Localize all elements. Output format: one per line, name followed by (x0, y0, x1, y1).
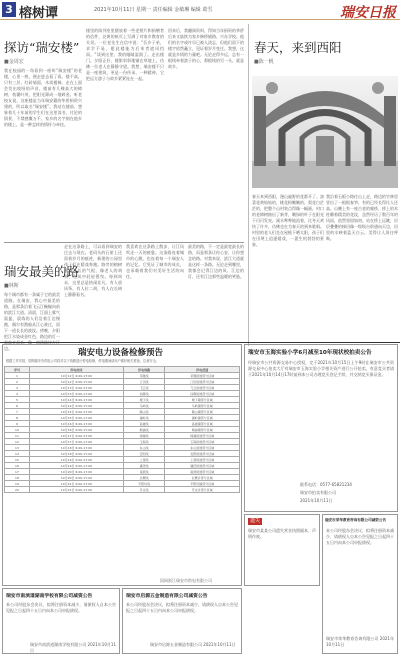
reduction-notice-title-3: 瑞安市荣华教育咨询有限公司减资公告 (325, 518, 387, 522)
table-cell: 桐浦线 (123, 427, 164, 433)
table-cell: 16 (5, 463, 30, 469)
table-cell: 桐浦镇部分区域 (165, 427, 240, 433)
table-cell: 上望线 (123, 457, 164, 463)
table-row (5, 487, 240, 493)
article-body-2-col1: 每个城市都有一条属于它的最美道路。在瑞安，我心中最美的路，是那条沿着飞云江蜿蜒向前的滨江大道。清晨，江面上雾气氤氲，晨练的人们沿着江边慢跑，偶尔有渔船从江心驶过，留下一道长长的波纹。傍晚，夕阳把江水染成金红色，路边的灯一 边。 (4, 292, 60, 351)
auction-notice-company: 瑞安市拍卖有限公司 (300, 490, 336, 495)
table-cell: 南滨线 (123, 469, 164, 475)
ad-divider (0, 342, 400, 343)
table-cell: 东山街道部分区域 (165, 445, 240, 451)
table-cell: 4 (5, 391, 30, 397)
table-cell: 北麂线 (123, 475, 164, 481)
article-body-2-col3: 我喜欢在这条路上散步，让江风吹走一天的疲惫。这条路连着城市的心跳，也连着每一个瑞安人的记忆。它见证了城市的成长，也承载着我们对美好生活的向往。 (126, 244, 184, 279)
newspaper-logo: 瑞安日报 (340, 5, 396, 21)
reduction-notice-body-1: 本公司经股东会决议，拟将注册资本减少，请债权人自本公告见报之日起四十五日内向本公司申报债权。 (6, 602, 116, 613)
table-cell: 10月21日 6:00-17:00 (29, 487, 123, 493)
table-cell: 南滨街道部分区域 (165, 469, 240, 475)
auction-notice-contact: 联系电话：0577-65821234 (300, 482, 352, 487)
table-cell: 塘下镇部分区域 (165, 397, 240, 403)
issue-meta: 2021年10月11日 星期一 责任编辑 金敏琳 编辑 葛雪 (94, 7, 213, 13)
table-cell: 2 (5, 379, 30, 385)
table-cell: 14 (5, 451, 30, 457)
table-cell: 8 (5, 415, 30, 421)
table-cell: 陶山镇部分区域 (165, 409, 240, 415)
reduction-notice-body-3: 本公司经股东会决议，拟将注册资本减少，请债权人自本公告见报之日起四十五日内向本公司申报债权。 (326, 528, 394, 545)
table-cell: 10月18日 6:00-17:00 (29, 451, 123, 457)
reduction-notice-sign-3: 瑞安市荣华教育咨询有限公司 2021年10月11日 (326, 636, 394, 647)
table-cell: 芳庄线 (123, 487, 164, 493)
article-body-3-col2: 我沿着石板小路往山上走，路边的竹林里冒出了一根根春笋，有的已经长得比人还高。山腰上有一座古老的廊桥，桥上的木柱雕着精美的花纹，虽然经历了数百年的风雨，依然坚固如初。站在桥上远眺，层层叠叠的梯田像一级级台阶通向天边，田里的水映着蓝天白云，美得让人屏住呼吸。 (326, 194, 398, 241)
power-notice-intro: 根据工作安排，国网瑞安市供电公司将对以下线路进行停电检修，停电期间请用户做好相关准备，注意安全。 (6, 359, 159, 363)
table-cell: 平阳坑镇部分区域 (165, 481, 240, 487)
page-header (0, 0, 400, 20)
article-byline-2: ■林斯 (4, 283, 19, 289)
table-cell: 潘岱街道部分区域 (165, 463, 240, 469)
article-body-1-col1: 我在校园的一角看到一座叫“瑞安楼”的老楼，心里一热，便走进去看了看。楼不高，只有三层，红砖墙面，木质楼梯，走在上面会发出吱呀的声音。楼前有几棵高大的樟树，枝繁叶茂，把阳光筛成一地碎金。听老校友说，这座楼是当年瑞安籍的华侨捐资兴建的，所以取名“瑞安楼”。我站在楼前，想象着几十年前的学生们在这里读书、讨论的情景，不禁感慨万千。家乡的名字刻在他乡的楼上，是一种怎样的情怀与牵挂。 (4, 68, 82, 127)
table-cell: 汀田街道部分区域 (165, 379, 240, 385)
table-cell: 安阳线 (123, 451, 164, 457)
table-cell: 3 (5, 385, 30, 391)
section-divider (4, 242, 244, 243)
table-cell: 仙降街道部分区域 (165, 391, 240, 397)
article-body-1-col2: 楼里的陈列室里摆放着一些老照片和捐赠者的信件，泛黄的纸页上写满了对家乡教育的关切。一位老先生在信中说：“吾乡子弟，求学不易，愿此楼能为后来者遮风挡雨。”读到这里，我的眼睛湿润了。走出楼门，夕阳正好，楼影斜斜地铺在草地上，仿佛一位老人在静静守望。我想，瑞安楼不只是一座建筑，更是一份传承，一种精神，它把远方游子与故乡紧紧连在一起。 (86, 28, 164, 81)
table-cell: 芳庄乡部分区域 (165, 487, 240, 493)
table-cell: 湖岭线 (123, 415, 164, 421)
article-byline-3: ■陈一帆 (254, 59, 274, 65)
table-cell: 马屿镇部分区域 (165, 403, 240, 409)
table-cell: 高楼镇部分区域 (165, 421, 240, 427)
table-cell: 飞云街道部分区域 (165, 385, 240, 391)
table-cell: 莘塍街道部分区域 (165, 373, 240, 379)
table-cell: 湖岭镇部分区域 (165, 415, 240, 421)
table-cell: 9 (5, 421, 30, 427)
table-cell: 12 (5, 439, 30, 445)
table-cell: 塘下线 (123, 397, 164, 403)
table-cell: 5 (5, 397, 30, 403)
table-cell: 15 (5, 457, 30, 463)
auction-notice-title: 瑞安市玉海实验小学6月减至10年现状校拍卖公告 (248, 350, 372, 356)
table-cell: 10月14日 6:00-17:00 (29, 397, 123, 403)
lost-notice-label: 遗失 (250, 518, 261, 524)
auction-notice-body: 经瑞安市公共资源交易中心授权，定于2021年10月15日上午9时在瑞安市公共资源交易中心拍卖大厅对瑞安市玉海实验小学相关资产进行公开拍卖。有意竞买者请于2021年10月14日17时前到本公司办理竞买登记手续，并交纳竞买保证金。 (248, 360, 394, 377)
auction-notice-date: 2021年10月11日 (300, 498, 333, 503)
column-divider (248, 24, 249, 346)
table-cell: 陶山线 (123, 409, 164, 415)
power-notice-footer: 国网浙江瑞安市供电有限公司 (160, 578, 212, 583)
table-cell: 1 (5, 373, 30, 379)
article-byline-1: ■金周宏 (4, 59, 24, 65)
table-cell: 10月17日 6:00-17:00 (29, 433, 123, 439)
table-cell: 马屿线 (123, 403, 164, 409)
table-cell: 玉海线 (123, 439, 164, 445)
article-body-1-col3: 回来后，我翻阅资料，得知当年捐资的华侨后来又陆续为家乡修桥铺路、兴办学校。他们的名字或许早已被人淡忘，但他们留下的楼宇依然矗立，见证着岁月变迁。我想，这就是乡情的力量吧。无论走得多远，总有一根线牵着游子的心，那根线的另一头，就是故乡。 (168, 28, 244, 69)
table-cell: 飞云线 (123, 385, 164, 391)
table-cell: 高楼线 (123, 421, 164, 427)
table-header: 停电线路 (123, 367, 164, 373)
table-header: 停电时间 (29, 367, 123, 373)
reduction-notice-title-2: 瑞安市启源五金制造有限公司减资公告 (126, 594, 208, 599)
table-header: 序号 (5, 367, 30, 373)
article-body-3-col1: 春天来到西阳，漫山遍野的花都开了。油菜花黄灿灿的，桃花粉嫩嫩的，梨花白茫茫的，把整个山村装点得像一幅画。村口的老樟树抽出了新芽，嫩绿的叶子在阳光下闪闪发亮。溪水哗哗地流着，比冬天欢快了许多，仿佛也在为春天的到来歌唱。村里的老人们坐在屋檐下晒太阳，孩子们在田埂上追逐嬉戏，一派生机勃勃的景象。 (252, 194, 324, 247)
stone-arch-illustration (252, 76, 398, 188)
table-cell: 10月16日 6:00-17:00 (29, 427, 123, 433)
table-cell: 安阳街道部分区域 (165, 451, 240, 457)
table-cell: 莘塍线 (123, 373, 164, 379)
table-cell: 10月15日 6:00-17:00 (29, 415, 123, 421)
table-cell: 10月14日 6:00-17:00 (29, 403, 123, 409)
table-header: 停电范围 (165, 367, 240, 373)
table-cell: 17 (5, 469, 30, 475)
table-cell: 锦湖线 (123, 433, 164, 439)
article-body-2-col2: 走在这条路上，可以看到瑞安的过去与现在。老码头的石阶上还留着岁月的痕迹，新建的公园里孩子们在嬉戏奔跑。路旁的榕树垂下长长的气根，像老人的胡须，在风中轻轻摇曳。每到周末，这里总是热闹非凡，有人放风筝，有人拉二胡，有人在长椅上静静看书。 (64, 244, 122, 297)
table-cell: 7 (5, 409, 30, 415)
table-cell: 上望街道部分区域 (165, 457, 240, 463)
table-cell: 汀田线 (123, 379, 164, 385)
reduction-notice-sign-2: 瑞安市启源五金制造有限公司 2021年10月11日 (150, 642, 236, 647)
table-cell: 东山线 (123, 445, 164, 451)
table-cell: 平阳坑线 (123, 481, 164, 487)
article-title-1: 探访“瑞安楼” (4, 40, 80, 55)
table-cell: 10 (5, 427, 30, 433)
table-cell: 10月19日 6:00-17:00 (29, 463, 123, 469)
table-cell: 北麂乡部分区域 (165, 475, 240, 481)
table-cell: 6 (5, 403, 30, 409)
table-cell: 10月21日 6:00-17:00 (29, 481, 123, 487)
table-cell: 11 (5, 433, 30, 439)
article-title-2: 瑞安最美的路 (4, 264, 80, 279)
table-cell: 10月16日 6:00-17:00 (29, 421, 123, 427)
table-cell: 10月13日 6:00-17:00 (29, 391, 123, 397)
article-title-3: 春天，来到西阳 (254, 40, 342, 55)
section-title: 榕树谭 (19, 6, 59, 21)
table-cell: 13 (5, 445, 30, 451)
page-number: 3 (2, 2, 16, 17)
power-notice-title: 瑞安电力设备检修预告 (78, 348, 164, 358)
table-cell: 10月18日 6:00-17:00 (29, 445, 123, 451)
table-cell: 仙降线 (123, 391, 164, 397)
reduction-notice-title-1: 瑞安市南滨道湖南学校有限公司减资公告 (6, 594, 93, 599)
table-cell: 玉海街道部分区域 (165, 439, 240, 445)
table-cell: 10月12日 6:00-17:00 (29, 373, 123, 379)
table-cell: 10月12日 6:00-17:00 (29, 379, 123, 385)
table-cell: 19 (5, 481, 30, 487)
table-cell: 18 (5, 475, 30, 481)
table-cell: 锦湖街道部分区域 (165, 433, 240, 439)
table-cell: 10月13日 6:00-17:00 (29, 385, 123, 391)
table-cell: 潘岱线 (123, 463, 164, 469)
table-cell: 10月17日 6:00-17:00 (29, 439, 123, 445)
article-body-2-col4: 最美的路，不一定是最宽最长的路，而是那条让你心安、让你想念的路。对我来说，滨江大道就是这样一条路。无论走到哪里，我都会记得江边的风、江边的灯，还有江边那些温暖的笑脸。 (188, 244, 244, 279)
lost-notice-body: 瑞安市某某公司遗失营业执照副本，声明作废。 (248, 528, 316, 539)
table-cell: 10月20日 6:00-17:00 (29, 475, 123, 481)
reduction-notice-sign-1: 瑞安市南滨道湖南学校有限公司 2021年10月11日 (30, 642, 116, 653)
table-cell: 10月15日 6:00-17:00 (29, 409, 123, 415)
table-cell: 10月20日 6:00-17:00 (29, 469, 123, 475)
article-photo-arch (252, 76, 398, 188)
power-notice-table (4, 366, 240, 493)
reduction-notice-body-2: 本公司经股东会决议，拟将注册资本减少，请债权人自本公告见报之日起四十五日内向本公司申报债权。 (126, 602, 238, 613)
table-cell: 20 (5, 487, 30, 493)
table-cell: 10月19日 6:00-17:00 (29, 457, 123, 463)
